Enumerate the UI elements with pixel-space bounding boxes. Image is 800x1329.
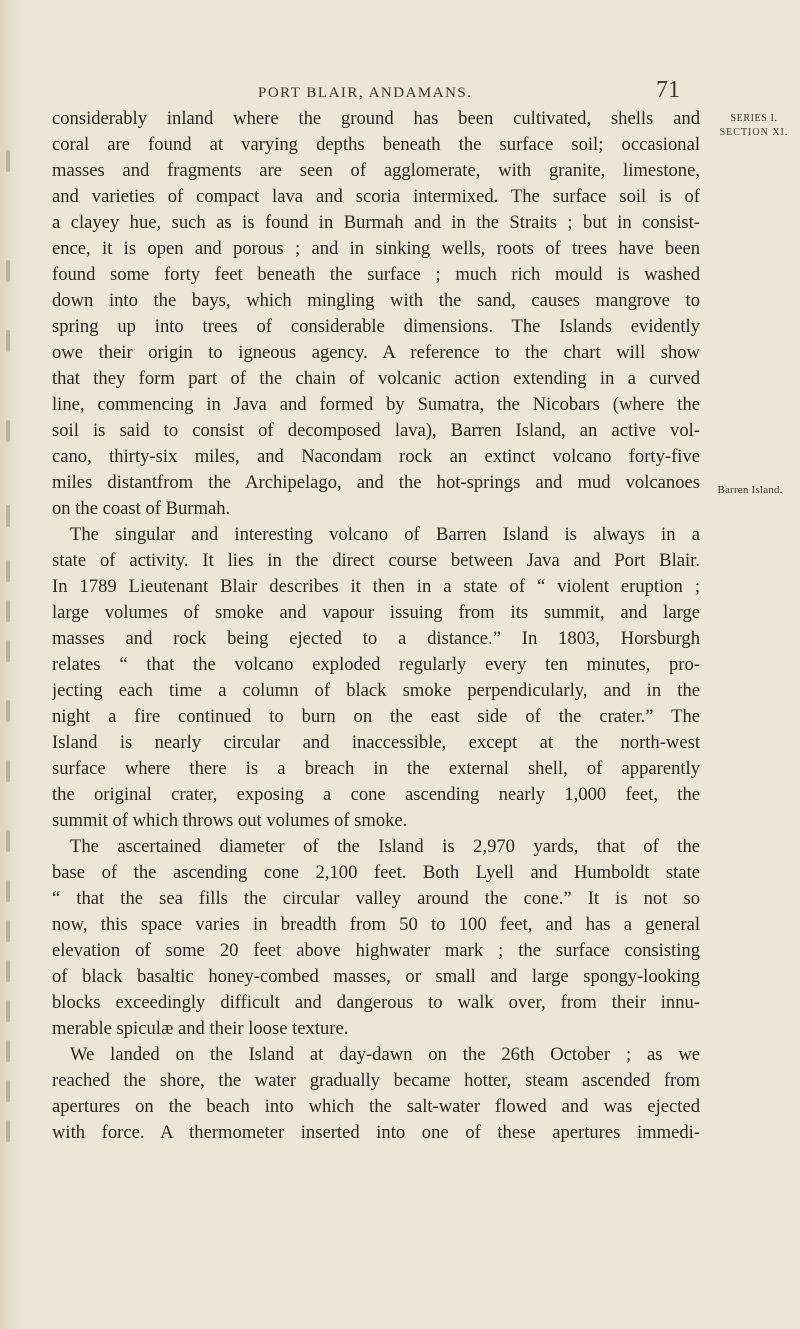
text-line: of black basaltic honey-combed masses, or small and large spongy-looking — [52, 966, 700, 987]
text-line: and varieties of compact lava and scoria intermixed. The surface soil is of — [52, 186, 700, 207]
text-line: a clayey hue, such as is found in Burmah and in the Straits ; but in consist- — [52, 212, 700, 233]
text-line: night a fire continued to burn on the east side of the crater.” The — [52, 706, 700, 727]
text-line: The singular and interesting volcano of Barren Island is always in a — [70, 524, 700, 545]
text-line: cano, thirty-six miles, and Nacondam rock an extinct volcano forty-five — [52, 446, 700, 467]
text-line: We landed on the Island at day-dawn on the 26th October ; as we — [70, 1044, 700, 1065]
text-line: down into the bays, which mingling with the sand, causes mangrove to — [52, 290, 700, 311]
text-line: masses and fragments are seen of agglomerate, with granite, limestone, — [52, 160, 700, 181]
text-line: reached the shore, the water gradually became hotter, steam ascended from — [52, 1070, 700, 1091]
text-line: Island is nearly circular and inaccessible, except at the north-west — [52, 732, 700, 753]
text-line: soil is said to consist of decomposed lava), Barren Island, an active vol- — [52, 420, 700, 441]
side-note-barren-island: Barren Island. — [717, 484, 783, 496]
text-line: relates “ that the volcano exploded regularly every ten minutes, pro- — [52, 654, 700, 675]
text-line: the original crater, exposing a cone ascending nearly 1,000 feet, the — [52, 784, 700, 805]
text-line: that they form part of the chain of volcanic action extending in a curved — [52, 368, 700, 389]
text-line: jecting each time a column of black smoke perpendicularly, and in the — [52, 680, 700, 701]
text-line: merable spiculæ and their loose texture. — [52, 1018, 349, 1039]
text-line: blocks exceedingly difficult and dangerous to walk over, from their innu- — [52, 992, 700, 1013]
text-line: summit of which throws out volumes of smoke. — [52, 810, 408, 831]
text-line: found some forty feet beneath the surface ; much rich mould is washed — [52, 264, 700, 285]
text-line: surface where there is a breach in the external shell, of apparently — [52, 758, 700, 779]
text-line: ence, it is open and porous ; and in sinking wells, roots of trees have been — [52, 238, 700, 259]
text-line: base of the ascending cone 2,100 feet. Both Lyell and Humboldt state — [52, 862, 700, 883]
text-line: coral are found at varying depths beneath the surface soil; occasional — [52, 134, 700, 155]
text-line: In 1789 Lieutenant Blair describes it then in a state of “ violent eruption ; — [52, 576, 700, 597]
text-line: spring up into trees of considerable dimensions. The Islands evidently — [52, 316, 700, 337]
text-line: “ that the sea fills the circular valley around the cone.” It is not so — [52, 888, 700, 909]
text-line: on the coast of Burmah. — [52, 498, 231, 519]
text-line: now, this space varies in breadth from 50 to 100 feet, and has a general — [52, 914, 700, 935]
text-line: state of activity. It lies in the direct course between Java and Port Blair. — [52, 550, 700, 571]
text-line: The ascertained diameter of the Island is 2,970 yards, that of the — [70, 836, 700, 857]
text-line: apertures on the beach into which the salt-water flowed and was ejected — [52, 1096, 700, 1117]
text-line: considerably inland where the ground has been cultivated, shells and — [52, 108, 700, 129]
text-line: miles distantfrom the Archipelago, and the hot-springs and mud volcanoes — [52, 472, 700, 493]
page-number: 71 — [656, 77, 680, 103]
text-line: large volumes of smoke and vapour issuing from its summit, and large — [52, 602, 700, 623]
section-label: SECTION XI. — [719, 127, 789, 138]
text-line: masses and rock being ejected to a distance.” In 1803, Horsburgh — [52, 628, 700, 649]
running-head: PORT BLAIR, ANDAMANS. — [258, 85, 473, 101]
series-label: SERIES I. — [730, 113, 778, 124]
text-line: elevation of some 20 feet above highwater mark ; the surface consisting — [52, 940, 700, 961]
text-line: owe their origin to igneous agency. A reference to the chart will show — [52, 342, 700, 363]
text-line: with force. A thermometer inserted into one of these apertures immedi- — [52, 1122, 700, 1143]
text-line: line, commencing in Java and formed by Sumatra, the Nicobars (where the — [52, 394, 700, 415]
